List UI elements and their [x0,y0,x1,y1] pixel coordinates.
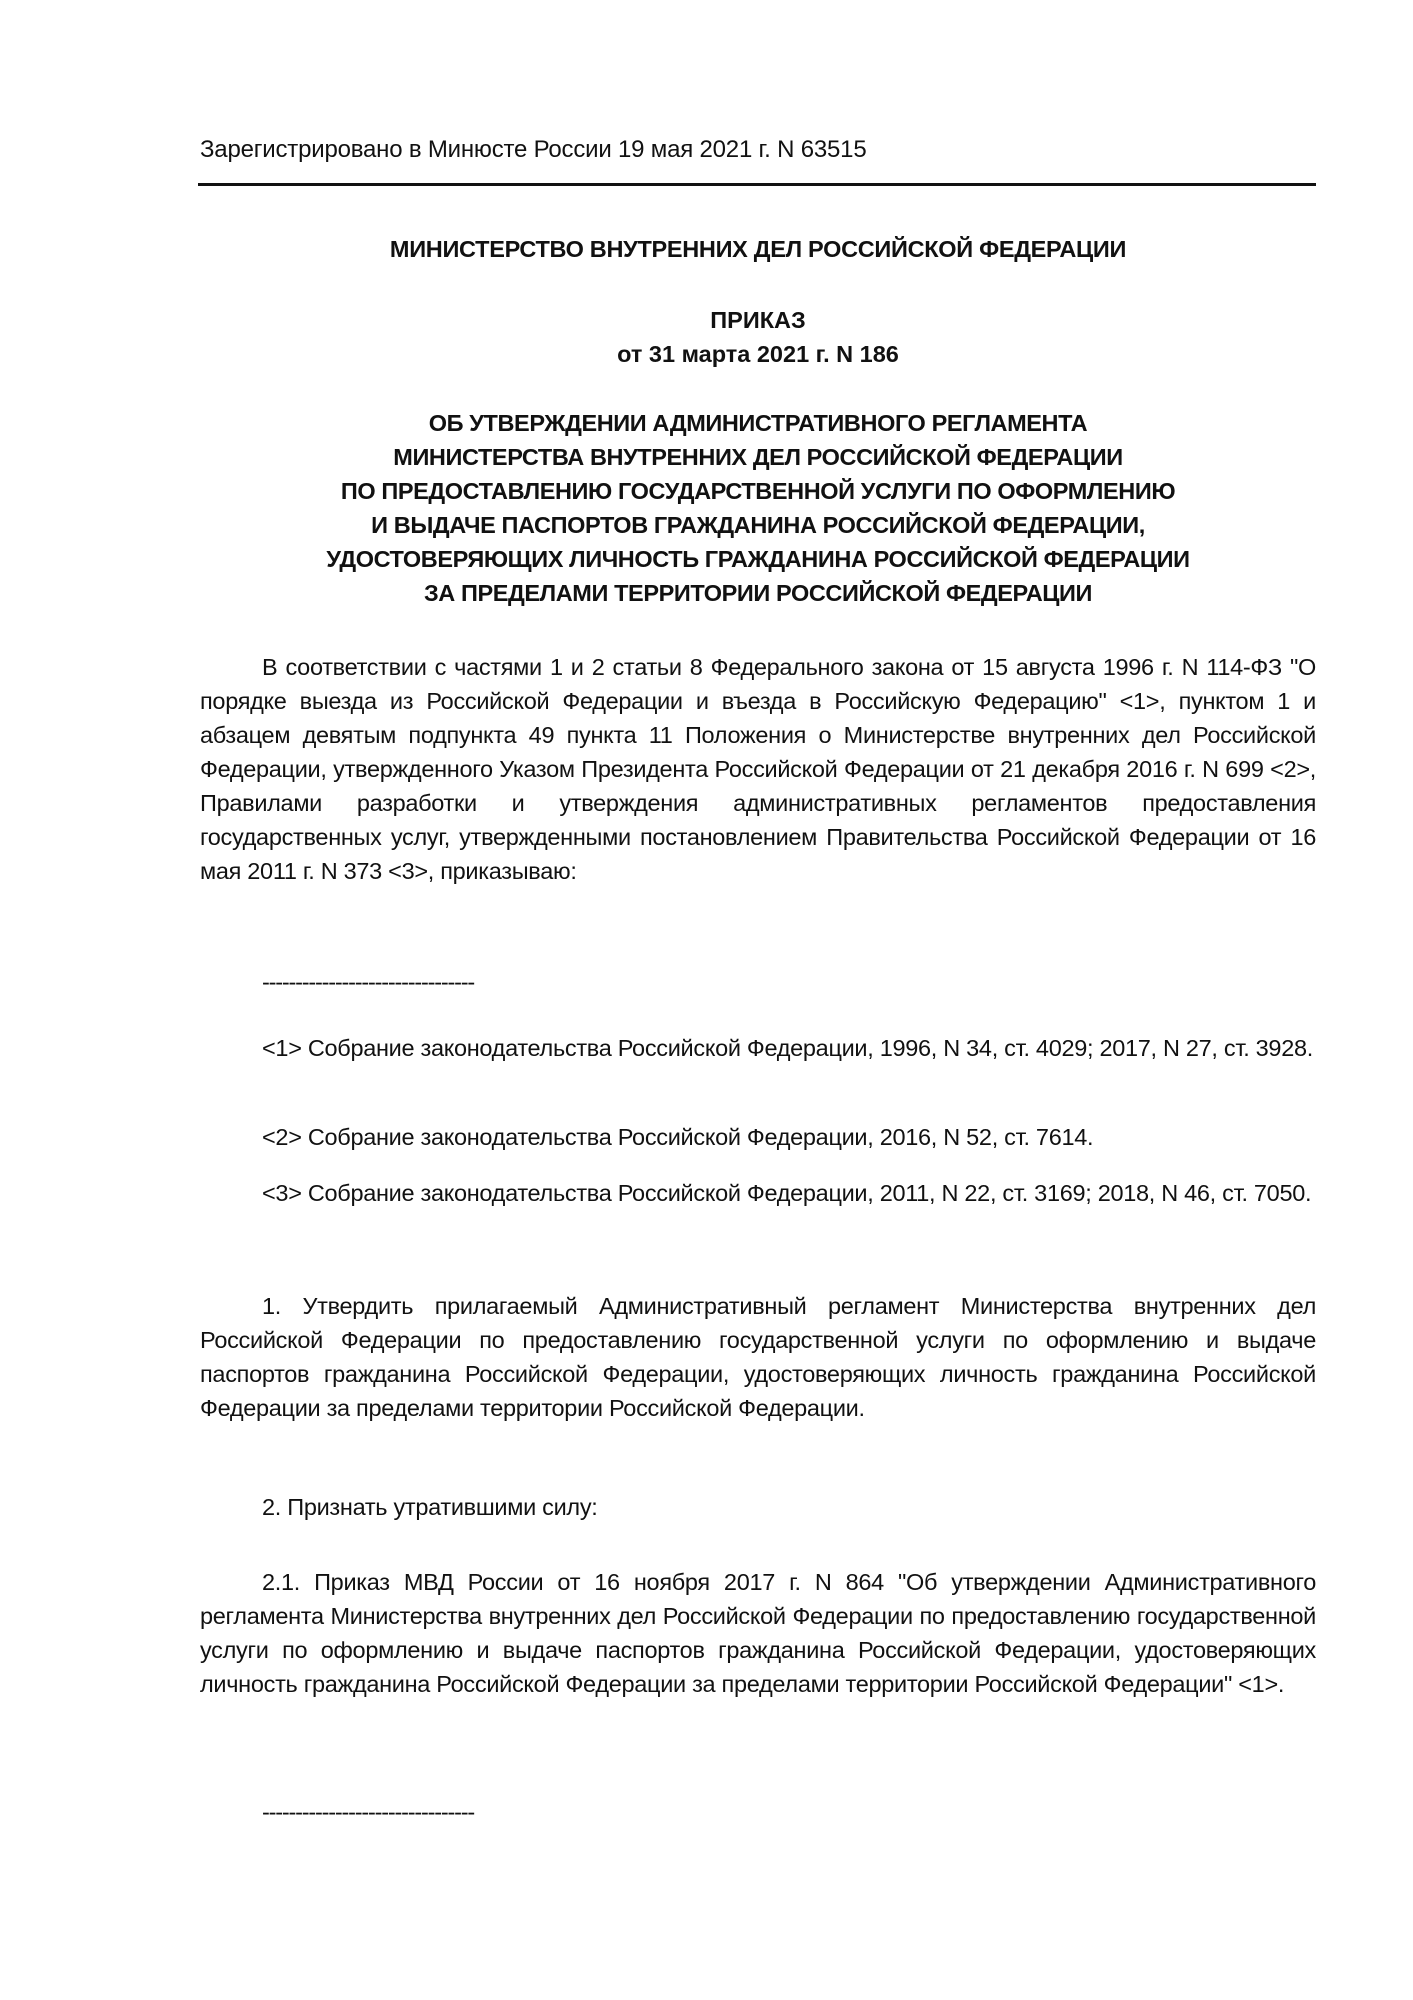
doc-type: ПРИКАЗ [710,307,806,333]
registration-note: Зарегистрировано в Минюсте России 19 мая 2021 г. N 63515 [200,136,867,163]
footnote-separator: -------------------------------- [262,969,475,995]
footnote-1: <1> Собрание законодательства Российской Федерации, 1996, N 34, ст. 4029; 2017, N 27, ст. 3928. [262,1035,1313,1061]
ministry-name: МИНИСТЕРСТВО ВНУТРЕННИХ ДЕЛ РОССИЙСКОЙ ФЕДЕРАЦИИ [389,236,1127,262]
item-2: 2. Признать утратившими силу: [262,1494,598,1520]
item-2-1: 2.1. Приказ МВД России от 16 ноября 2017 г. N 864 "Об утверждении Административного регламента Министерства внутренних дел Российской Федерации по предоставлению государственной услуги по оформлению и выдаче паспортов гражданина Российской Федерации, удостоверяющих личность гражданина Российской Федерации за пределами территории Российской Федерации" <1>. [200,1569,1316,1697]
subject-line: УДОСТОВЕРЯЮЩИХ ЛИЧНОСТЬ ГРАЖДАНИНА РОССИЙСКОЙ ФЕДЕРАЦИИ [326,546,1190,572]
doc-date-number: от 31 марта 2021 г. N 186 [617,341,899,367]
subject-line: МИНИСТЕРСТВА ВНУТРЕННИХ ДЕЛ РОССИЙСКОЙ ФЕДЕРАЦИИ [393,444,1123,470]
bottom-footnote-separator: -------------------------------- [262,1799,475,1825]
subject-line: И ВЫДАЧЕ ПАСПОРТОВ ГРАЖДАНИНА РОССИЙСКОЙ ФЕДЕРАЦИИ, [371,512,1145,538]
footnote-3: <3> Собрание законодательства Российской Федерации, 2011, N 22, ст. 3169; 2018, N 46, ст. 7050. [262,1180,1312,1206]
item-1: 1. Утвердить прилагаемый Административный регламент Министерства внутренних дел Российской Федерации по предоставлению государственной услуги по оформлению и выдаче паспортов гражданина Российской Федерации, удостоверяющих личность гражданина Российской Федерации за пределами территории Российской Федерации. [200,1293,1316,1421]
subject-line: ОБ УТВЕРЖДЕНИИ АДМИНИСТРАТИВНОГО РЕГЛАМЕНТА [428,410,1088,436]
order-heading [200,303,1316,371]
header-divider [198,183,1316,186]
footnote-2: <2> Собрание законодательства Российской Федерации, 2016, N 52, ст. 7614. [262,1124,1094,1150]
preamble-paragraph: В соответствии с частями 1 и 2 статьи 8 Федерального закона от 15 августа 1996 г. N 114-ФЗ "О порядке выезда из Российской Федерации и въезда в Российскую Федерацию" <1>, пунктом 1 и абзацем девятым подпункта 49 пункта 11 Положения о Министерстве внутренних дел Российской Федерации, утвержденного Указом Президента Российской Федерации от 21 декабря 2016 г. N 699 <2>, Правилами разработки и утверждения административных регламентов предоставления государственных услуг, утвержденными постановлением Правительства Российской Федерации от 16 мая 2011 г. N 373 <3>, приказываю: [200,654,1316,884]
subject-line: ПО ПРЕДОСТАВЛЕНИЮ ГОСУДАРСТВЕННОЙ УСЛУГИ ПО ОФОРМЛЕНИЮ [340,478,1176,504]
order-subject [200,406,1316,610]
subject-line: ЗА ПРЕДЕЛАМИ ТЕРРИТОРИИ РОССИЙСКОЙ ФЕДЕРАЦИИ [423,580,1093,606]
